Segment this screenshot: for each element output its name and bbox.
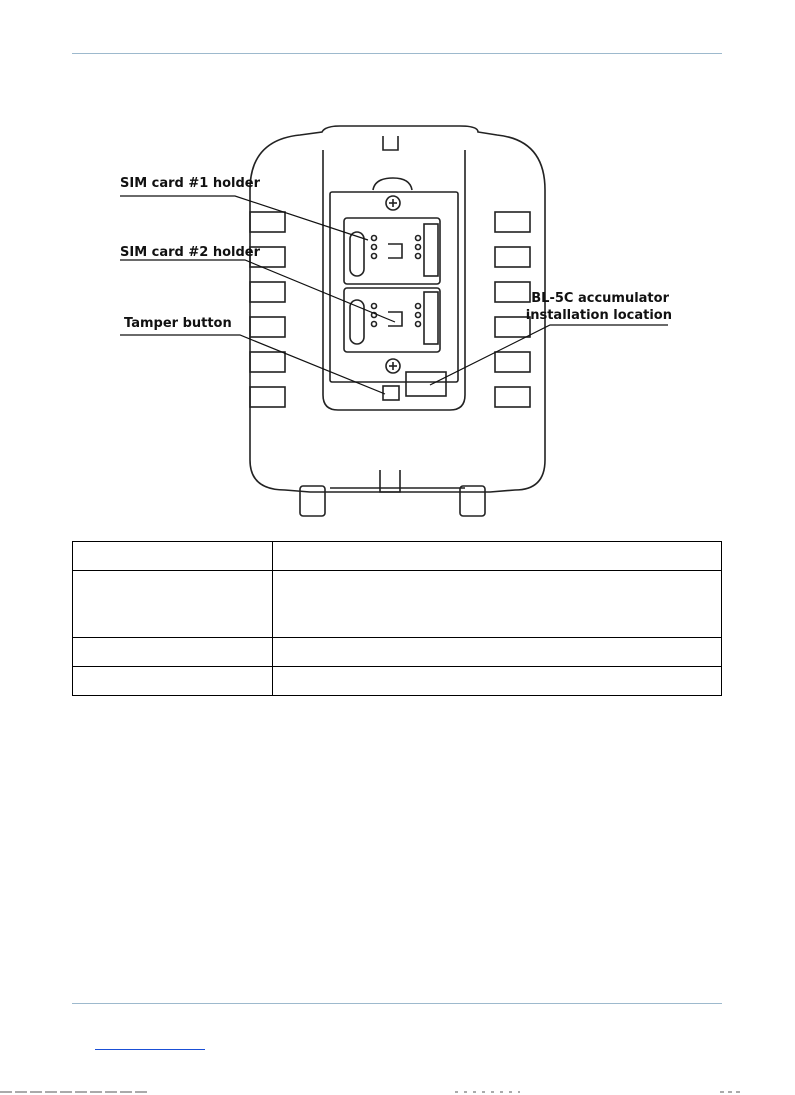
label-battery-line2: installation location	[525, 308, 672, 323]
spec-table	[72, 541, 722, 696]
battery-connector	[406, 372, 446, 396]
footer-link[interactable]	[95, 1035, 205, 1050]
table-row	[73, 667, 722, 696]
label-battery-line1: BL-5C accumulator	[531, 291, 669, 306]
table-cell-key	[73, 542, 273, 571]
table-cell-key	[73, 571, 273, 638]
page-edge-marks	[0, 1089, 795, 1095]
label-tamper: Tamper button	[124, 316, 232, 331]
foot-right	[460, 486, 485, 516]
sim2-holder	[344, 288, 440, 352]
footer-rule	[72, 1003, 722, 1004]
leader-sim2	[120, 260, 395, 322]
right-ribs	[495, 212, 530, 407]
tamper-button	[383, 386, 399, 400]
table-cell-key	[73, 667, 273, 696]
sim1-holder	[344, 218, 440, 284]
table-cell-value	[273, 571, 722, 638]
foot-left	[300, 486, 325, 516]
label-sim1: SIM card #1 holder	[120, 176, 261, 191]
table-cell-value	[273, 542, 722, 571]
table-row	[73, 542, 722, 571]
table-cell-value	[273, 667, 722, 696]
table-row	[73, 638, 722, 667]
left-ribs	[250, 212, 285, 407]
device-housing	[250, 126, 545, 492]
sim-tray	[330, 192, 458, 382]
device-diagram	[0, 0, 795, 540]
label-sim2: SIM card #2 holder	[120, 245, 261, 260]
table-row	[73, 571, 722, 638]
leader-tamper	[120, 335, 385, 394]
table-cell-value	[273, 638, 722, 667]
table-cell-key	[73, 638, 273, 667]
screw-bottom	[386, 359, 400, 373]
screw-top	[386, 196, 400, 210]
